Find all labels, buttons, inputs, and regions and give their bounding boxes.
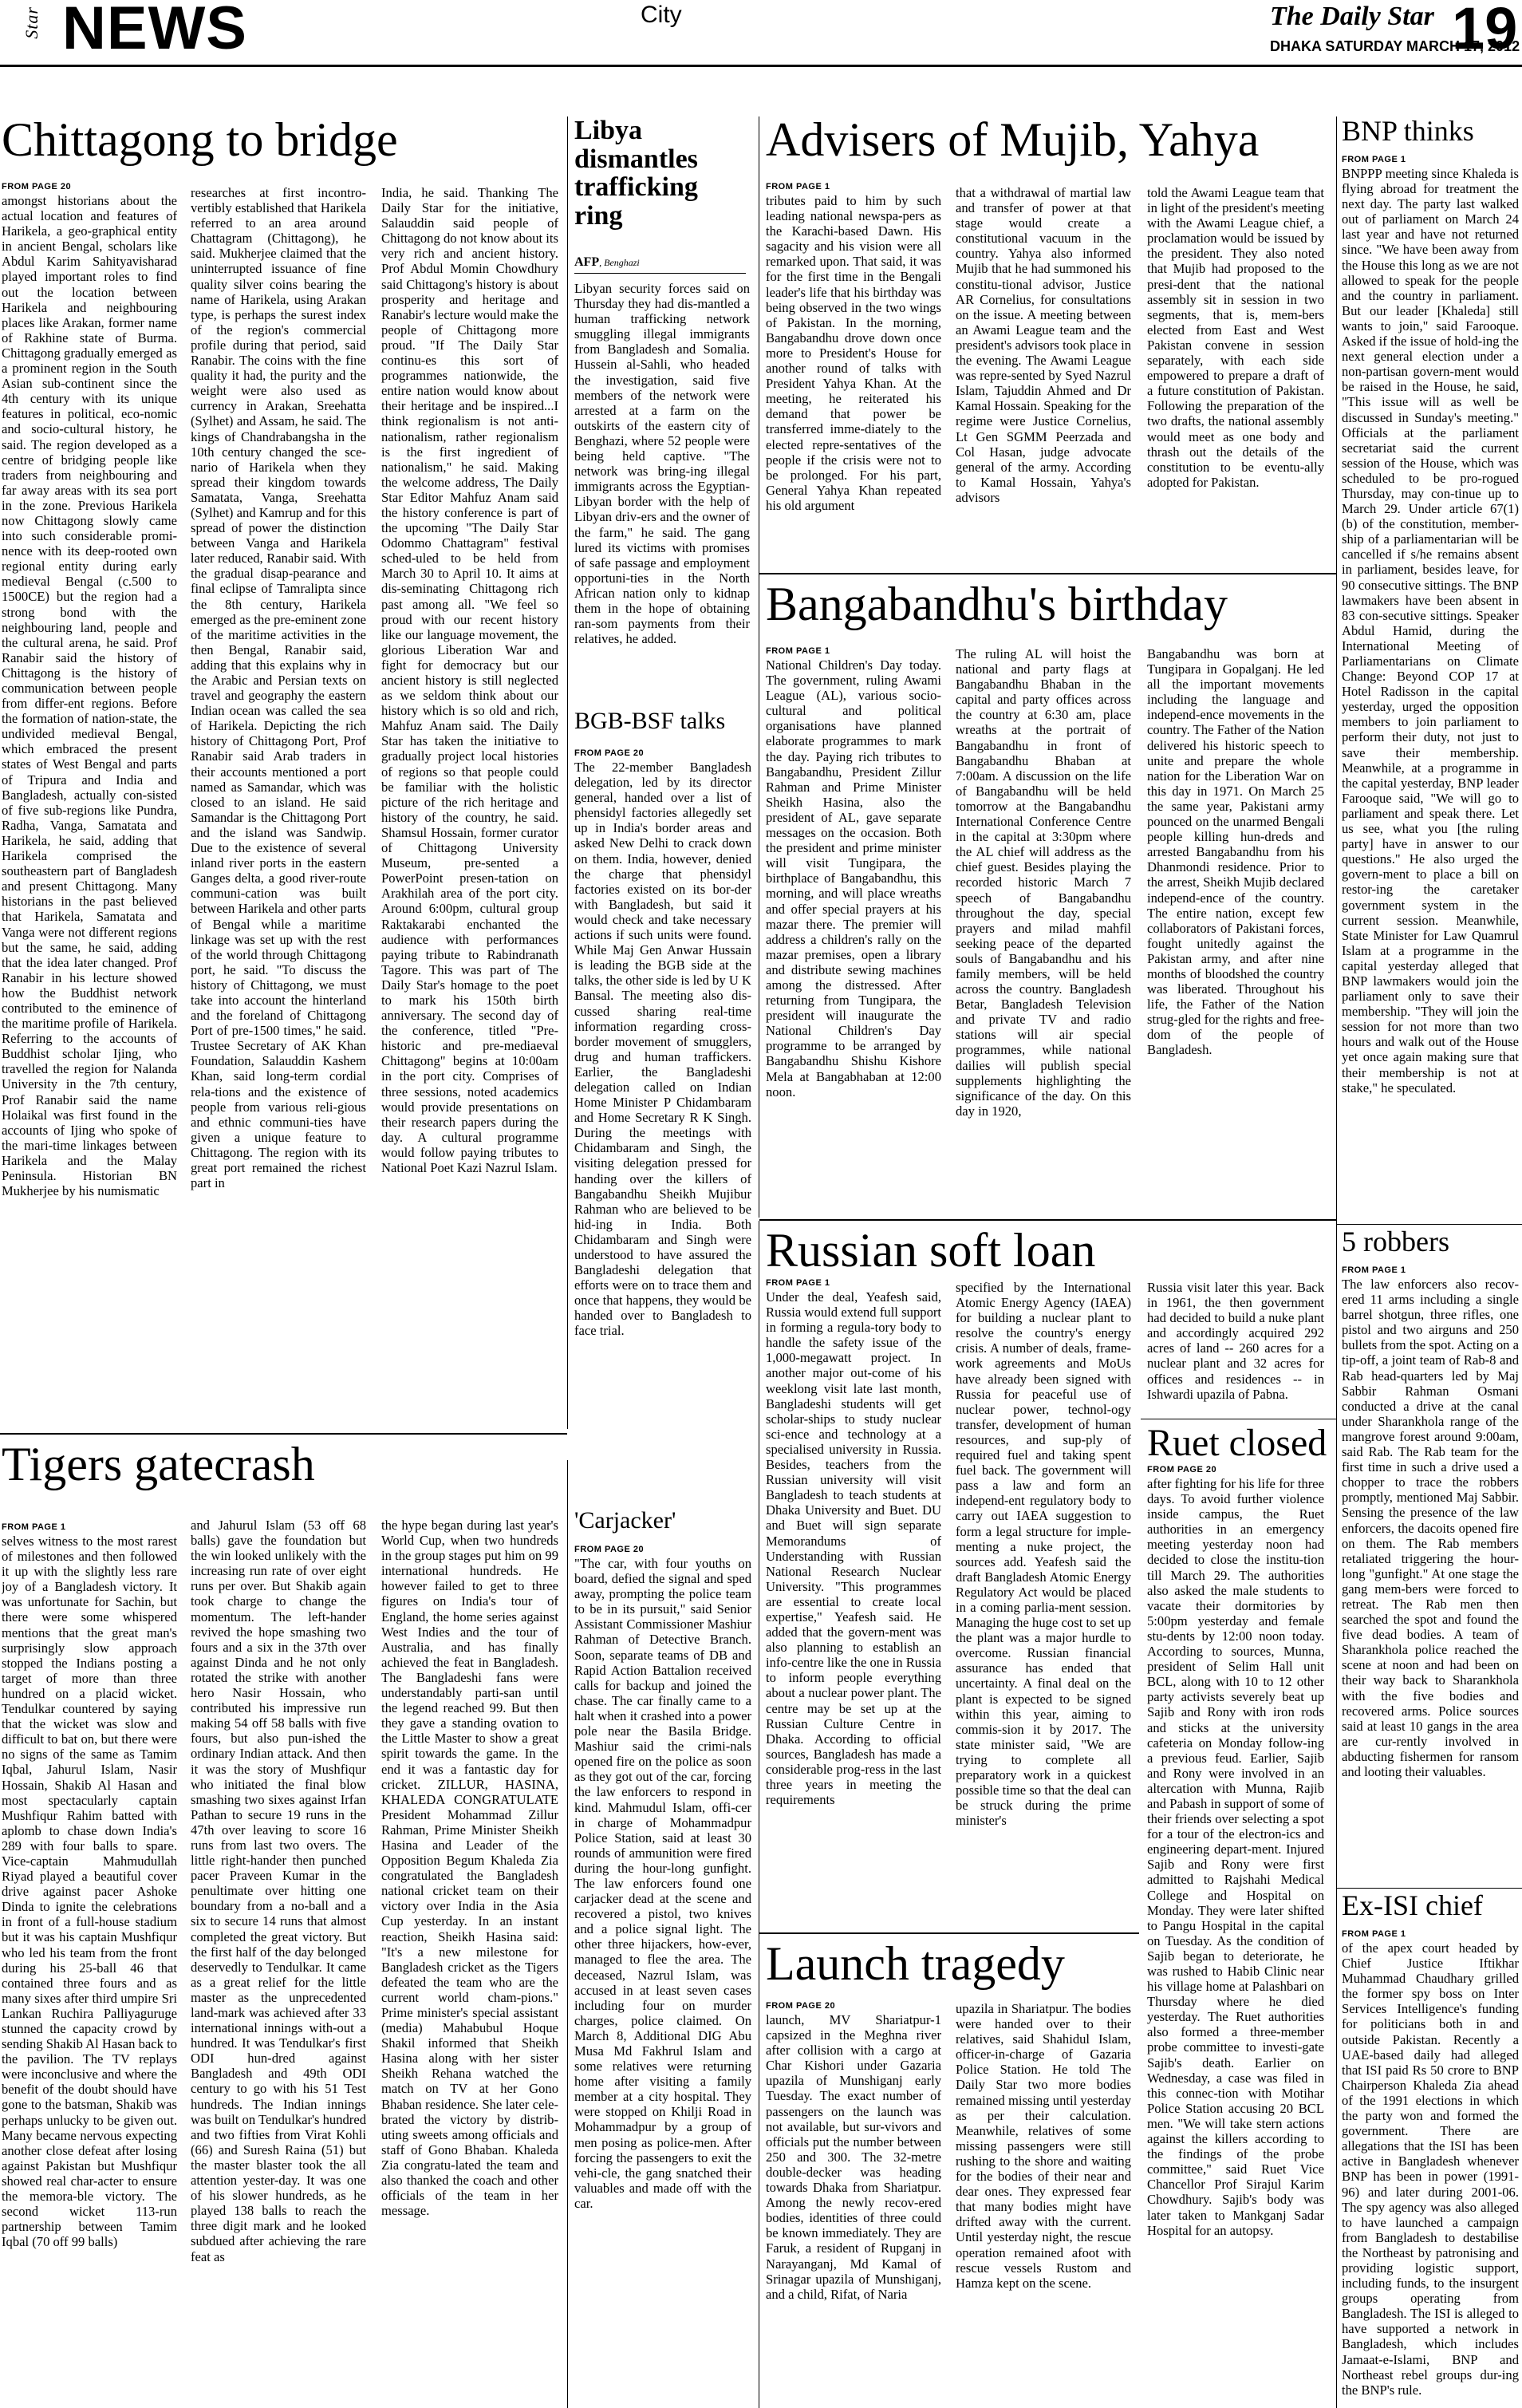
article-libya-body	[574, 281, 750, 701]
article-text: tributes paid to him by such leading national newspa-pers as the Karachi-based Dawn. His sagacity and his vision were all remarked upon. That said, it was for the first time in the Bengali leader's life that his birthday was being observed in the two wings of Pakistan. In the morning, Bangabandhu drove down once more to President's House for another round of talks with President Yahya Khan. At the meeting, he reiterated his demand that power be transferred imme-diately to the elected repre-sentatives of the people if the crisis were not to be prolonged. For his part, General Yahya Khan repeated his old argument	[766, 193, 941, 513]
paper-name: The Daily Star	[1270, 2, 1434, 31]
kicker-bgb: FROM PAGE 20	[574, 748, 645, 758]
kicker-launch: FROM PAGE 20	[766, 2001, 836, 2011]
article-text: and Jahurul Islam (53 off 68 balls) gave the foundation but the win looked unlikely with the increasing run rate of over eight runs per over. But Shakib again took charge to change the momentum. The left-hander revived the hope smashing two fours and a six in the 37th over against Dinda and he not only rotated the strike with another hero Nasir Hossain, who contributed his impressive run making 54 off 58 balls with five fours, but also pun-ished the ordinary Indian attack. And then it was the story of Mushfiqur who initiated the final blow smashing two sixes against Irfan Pathan to secure 19 runs in the 47th over leaving to score 16 runs from last two overs. The little right-hander then punched pacer Praveen Kumar in the penultimate over hitting one boundary from a no-ball and a six to secure 14 runs that almost completed the great victory. But the first half of the day belonged deservedly to Tendulkar. It came as a great relief for the little master as the unprecedented land-mark was achieved after 33 international innings with-out a hundred. It was Tendulkar's first ODI hun-dred against Bangladesh and 49th ODI century to go with his 51 Test hundreds. The Indian innings was built on Tendulkar's hundred and two fifties from Virat Kohli (66) and Suresh Raina (51) but the master blaster took the all attention yester-day. It was one of his slower hundreds, as he played 138 balls to reach the three digit mark and he looked subdued after achieving the rare feat as	[191, 1518, 366, 2264]
article-text: launch, MV Shariatpur-1 capsized in the Meghna river after collision with a cargo at Char Kishori under Gazaria upazila of Munshiganj early Tuesday. The exact number of passengers on the launch was not available, but sur-vivors and officials put the number between 250 and 300. The 32-metre double-decker was heading towards Dhaka from Shariatpur. Among the newly recov-ered bodies, identities of three could be known immediately. They are Faruk, a resident of Rupganj in Narayanganj, Md Kamal of Srinagar upazila of Munshiganj, and a child, Rifat, of Naria	[766, 2012, 941, 2302]
divider-rule	[759, 1932, 1139, 1934]
article-chittagong-col2	[191, 185, 366, 1427]
article-text: The law enforcers also recov-ered 11 arms including a single barrel shotgun, three rifles, one pistol and two airguns and 250 bullets from the spot. Acting on a tip-off, a joint team of Rab-8 and Rab head-quarters led by Maj Sabbir Rahman Osmani conducted a drive at the canal under Sharankhola range of the mangrove forest around 9:00am, said Rab. The Rab team for the first time in such a drive used a chopper to trace the robbers promptly, mentioned Maj Sabbir. Sensing the presence of the law enforcers, the dacoits opened fire on them. The Rab members retaliated triggering the hour-long "gunfight." At one stage the gang mem-bers were forced to retreat. The Rab men then searched the spot and found the five dead bodies. A team of Sharankhola police reached the scene at noon and had been on their way back to Sharankhola with the five bodies and recovered arms. Police sources said at least 10 gangs in the area are cur-rently involved in abducting fishermen for ransom and looting their valuables.	[1342, 1277, 1519, 1779]
article-advisers-col2	[956, 185, 1131, 568]
logo-star-label: Star	[22, 6, 41, 39]
article-text: that a withdrawal of martial law and transfer of power at that stage would create a constitutional vacuum in the country. Yahya also informed Mujib that he had summoned his constitu-tional advisor, Justice AR Cornelius, for consultations on the issue. A meeting between an Awami League team and the president's advisors took place in the evening. The Awami League was repre-sented by Syed Nazrul Islam, Tajuddin Ahmed and Dr Kamal Hossain. Speaking for the regime were Justice Cornelius, Lt Gen SGMM Peerzada and Col Hasan, judge advocate general of the army. According to Kamal Hossain, Yahya's advisors	[956, 185, 1131, 505]
divider-rule	[1337, 1888, 1522, 1889]
headline-russian: Russian soft loan	[766, 1224, 1096, 1277]
article-text: Libyan security forces said on Thursday they had dis-mantled a human trafficking network smuggling illegal immigrants from Bangladesh and Somalia. Hussein al-Sahli, who headed the investigation, said five members of the network were arrested at a farm on the outskirts of the eastern city of Benghazi, where 52 people were being held captive. "The network was bring-ing illegal immigrants across the Egyptian-Libyan border with the help of Libyan driv-ers and the owner of the farm," he said. The gang lured its victims with promises of safe passage and employment opportuni-ties in the North African nation only to kidnap them in the hope of obtaining ran-som payments from their relatives, he added.	[574, 281, 750, 647]
article-russian-col3	[1147, 1280, 1324, 1415]
section-name: City	[641, 2, 682, 28]
article-advisers-col1	[766, 193, 941, 568]
kicker-bnp: FROM PAGE 1	[1342, 155, 1406, 164]
headline-tigers: Tigers gatecrash	[2, 1438, 315, 1490]
kicker-robbers: FROM PAGE 1	[1342, 1265, 1406, 1275]
headline-robbers: 5 robbers	[1342, 1226, 1449, 1257]
article-text: amongst historians about the actual location and features of Harikela, a geo-graphical entity in ancient Bengal, scholars like Abdul Karim Sahityavisharad played important roles to find out the location between Harikela and neighbouring places like Arakan, former name of Rakhine state of Burma. Chittagong gradually emerged as a prominent region in the South Asian sub-continent since the 4th century with its unique features in political, eco-nomic and socio-cultural history, he said. The region developed as a centre of bridging people like traders from neighbouring and far away areas with its sea port in the zone. Previous Harikela now Chittagong slowly came into such considerable promi-nence with its deep-rooted own regional entity during early medieval Bengal (c.500 to 1500CE) but the region had a strong bond with the neighbouring land, people and the cultural arena, he said. Prof Ranabir said the history of Chittagong is the history of communication between people from differ-ent regions. Before the formation of nation-state, the undivided medieval Bengal, which embraced the present states of West Bengal and parts of Tripura and India and Bangladesh, actually con-sisted of five sub-regions like Pundra, Radha, Vanga, Samatata and Harikela, he said, adding that Harikela comprised the southeastern part of Bangladesh and present Chittagong. Many historians in the past believed that Harikela, Samatata and Vanga were not different regions but the same, he said, adding that the idea later changed. Prof Ranabir in his lecture showed how the Buddhist network contributed to the eminence of the maritime profile of Harikela. Referring to the accounts of Buddhist scholar Ijing, who travelled the region for Nalanda University in the 7th century, Prof Ranabir said the name Holaikal was first found in the accounts of Ijing who spoke of the mari-time linkages between Harikela and the Malay Peninsula. Historian BN Mukherjee by his numismatic	[2, 193, 177, 1199]
article-russian-col1	[766, 1289, 941, 1928]
divider-rule	[759, 573, 1336, 574]
headline-birthday: Bangabandhu's birthday	[766, 578, 1228, 630]
kicker-tigers: FROM PAGE 1	[2, 1522, 66, 1532]
column-divider	[567, 1460, 568, 2408]
divider-rule	[759, 1219, 1336, 1221]
headline-chittagong: Chittagong to bridge	[2, 113, 398, 166]
article-text: Russia visit later this year. Back in 1961, the then government had decided to build a nuke plant and accordingly acquired 292 acres of land -- 260 acres for a nuclear plant and 32 acres for offices and residences -- in Ishwardi upazila of Pabna.	[1147, 1280, 1324, 1402]
article-text: India, he said. Thanking The Daily Star for the initiative, Salauddin said people of Chittagong do not know about its very rich and ancient history. Prof Abdul Momin Chowdhury said Chittagong's history is about prosperity and heritage and Ranabir's lecture would make the people of Chittagong more proud. "If The Daily Star continu-es this sort of programmes nationwide, the entire nation would know about their heritage and be inspired...I think regionalism is not anti-nationalism, rather regionalism is the first ingredient of nationalism," he said. Making the welcome address, The Daily Star Editor Mahfuz Anam said the history conference is part of the upcoming "The Daily Star Odommo Chattagram" festival sched-uled to be held from March 30 to April 10. It aims at dis-seminating Chittagong rich past among all. "We feel so proud with our recent history like our language movement, the glorious Liberation War and fight for democracy but our ancient history is still neglected as we seldom think about our history which is so old and rich, Mahfuz Anam said. The Daily Star has taken the initiative to gradually project local histories of regions so that people could be familiar with the holistic picture of the rich heritage and history of the country, he said. Shamsul Hossain, former curator of Chittagong University Museum, pre-sented a PowerPoint presen-tation on Arakhilah area of the port city. Around 6:00pm, cultural group Raktakarabi enchanted the audience with performances paying tribute to Rabindranath Tagore. This was part of The Daily Star's homage to the poet to mark his 150th birth anniversary. The second day of the conference, titled "Pre-historic and pre-mediaeval Chittagong" begins at 10:00am in the port city. Comprises of three sessions, noted academics would provide presentations on their research papers during the day. A cultural programme would follow paying tributes to National Poet Kazi Nazrul Islam.	[381, 185, 558, 1175]
kicker-advisers: FROM PAGE 1	[766, 182, 830, 191]
article-text: researches at first incontro-vertibly established that Harikela referred to an area around Chattagram (Chittagong), he said. Mukherjee claimed that the uninterrupted issuance of fine quality silver coins bearing the name of Harikela, using Arakan type, is perhaps the surest index of the region's commercial profile during that period, said Ranabir. The coins with the fine quality it had, the purity and the weight were also used as currency in Arakan, Sreehatta (Sylhet) and Assam, he said. The kings of Chandrabangsha in the 10th century changed the sce-nario of Harikela when they spread their kingdom towards Samatata, Vanga, Sreehatta (Sylhet) and Kamrup and for this spread of power the distinction between Vanga and Harikela later reduced, Ranabir said. With the gradual disap-pearance and final eclipse of Tamralipta since the 8th century, Harikela emerged as the pre-eminent zone of the maritime activities in the then Bengal, Ranabir said, adding that this explains why in the Arabic and Persian texts on travel and geography the eastern Indian ocean was called the sea of Harikela. Depicting the rich history of Chittagong Port, Prof Ranabir said Arab traders in their accounts mentioned a port named as Samandar, which was closed to an island. He said Samandar is the Chittagong Port and the island was Sandwip. Due to the existence of several inland river ports in the eastern Ganges delta, a good river-route communi-cation was built between Harikela and other parts of Bengal while a maritime linkage was set up with the rest of the world through Chittagong port, he said. "To discuss the history of Chittagong, we must take into account the hinterland and the foreland of Chittagong Port of pre-1500 times," he said. Trustee Secretary of AK Khan Foundation, Salauddin Kashem Khan, said long-term cordial rela-tions and the existence of people from various reli-gious and ethnic communi-ties have given a unique feature to Chittagong. The region with its great port remained the richest part in	[191, 185, 366, 1191]
section-logo	[3, 0, 247, 62]
dateline: DHAKA SATURDAY MARCH 17, 2012	[1270, 38, 1520, 54]
headline-carjacker: 'Carjacker'	[574, 1507, 676, 1534]
article-text: Bangabandhu was born at Tungipara in Gopalganj. He led all the important movements including the language and independ-ence movements in the country. The Father of the Nation delivered his historic speech to unite and prepare the whole nation for the Liberation War on this day in 1971. On March 25 the same year, Pakistani army pounced on the unarmed Bengali people killing hun-dreds and arrested Bangabandhu from his Dhanmondi residence. Prior to the arrest, Sheikh Mujib declared independ-ence of the country. The entire nation, except few collaborators of Pakistani forces, fought unitedly against the Pakistan army, and after nine months of bloodshed the country was liberated. Throughout his life, the Father of the Nation strug-gled for the rights and free-dom of the people of Bangladesh.	[1147, 646, 1324, 1058]
headline-bnp: BNP thinks	[1342, 115, 1474, 147]
article-text: after fighting for his life for three days. To avoid further violence inside campus, the Ruet authorities in an emergency meeting yesterday noon had decided to close the institu-tion till March 29. The authorities also asked the male students to vacate their dormitories by 5:00pm yesterday and female stu-dents by 12:00 noon today. According to sources, Munna, president of Selim Hall unit BCL, along with 10 to 12 other party activists severely beat up Sajib and Rony with iron rods and sticks at the university cafeteria on Monday follow-ing a previous feud. Earlier, Sajib and Rony were involved in an altercation with Munna, Rajib and Pabash in support of some of their friends over selecting a spot for a tour of the electron-ics and engineering depart-ment. Injured Sajib and Rony were first admitted to Rajshahi Medical College and Hospital on Monday. They were later shifted to Pangu Hospital in the capital on Tuesday. As the condition of Sajib began to deteriorate, he was rushed to Habib Clinic near his village home at Palashbari on Thursday where he died yesterday. The Ruet authorities also formed a three-member probe committee to investi-gate Sajib's death. Earlier on Wednesday, a case was filed in this connec-tion with Motihar Police Station accusing 20 BCL men. "We will take stern actions against the killers according to the findings of the probe committee," said Ruet Vice Chancellor Prof Sirajul Karim Chowdhury. Sajib's body was later taken to Mankganj Sadar Hospital for an autopsy.	[1147, 1476, 1324, 2238]
kicker-russian: FROM PAGE 1	[766, 1278, 830, 1288]
divider-rule	[574, 273, 746, 274]
article-text: The 22-member Bangladesh delegation, led by its director general, handed over a list of phensidyl factories allegedly set up in India's border areas and asked New Delhi to crack down on them. India, however, denied the charge that phensidyl factories existed on its bor-der with Bangladesh, but said it would check and take necessary actions if such units were found. While Maj Gen Anwar Hussain is leading the BGB side at the talks, the other side is led by U K Bansal. The meeting also dis-cussed sharing real-time information regarding cross-border movement of smugglers, drug and human traffickers. Earlier, the Bangladeshi delegation called on Indian Home Minister P Chidambaram and Home Secretary R K Singh. During the meetings with Chidambaram and Singh, the visiting delegation pressed for handing over the killers of Bangabandhu Sheikh Mujibur Rahman who are believed to be hid-ing in India. Both Chidambaram and Singh were understood to have assured the Bangladeshi delegation that efforts were on to trace them and once that happens, they would be handed over to Bangladesh to face trial.	[574, 760, 751, 1339]
headline-advisers: Advisers of Mujib, Yahya	[766, 113, 1260, 166]
article-text: Under the deal, Yeafesh said, Russia would extend full support in forming a regula-tory body to handle the safety issue of the 1,000-megawatt project. In another major out-come of his weeklong visit late last month, Bangladeshi students will get scholar-ships to study nuclear sci-ence and technology at a specialised university in Russia. Besides, teachers from the Russian university will visit Bangladesh to teach students at Dhaka University and Buet. DU and Buet will sign separate Memorandums of Understanding with Russian National Research Nuclear University. "This programmes are essential to create local expertise," Yeafesh said. He added that the govern-ment was also planning to establish an info-centre like the one in Russia to inform people everything about a nuclear power plant. The centre may be set up at the Russian Culture Centre in Dhaka. According to official sources, Bangladesh has made a considerable prog-ress in the last three years in meeting the requirements	[766, 1289, 941, 1808]
kicker-birthday: FROM PAGE 1	[766, 646, 830, 656]
byline-libya	[574, 255, 640, 270]
article-birthday-col1	[766, 657, 941, 1216]
masthead	[0, 0, 1522, 67]
article-carjacker-body	[574, 1556, 751, 2408]
kicker-chittagong: FROM PAGE 20	[2, 182, 72, 191]
article-text: The ruling AL will hoist the national and party flags at Bangabandhu Bhaban in the capital and party offices across the country at 6:30 am, place wreaths at the portrait of Bangabandhu in front of Bangabandhu Bhaban at 7:00am. A discussion on the life of Bangabandhu will be held tomorrow at the Bangabandhu International Conference Centre in the capital at 3:30pm where the AL chief will address as the chief guest. Besides playing the recorded historic March 7 speech of Bangabandhu throughout the day, special prayers and milad mahfil seeking peace of the departed souls of Bangabandhu and his family members, will be held across the country. Bangladesh Betar, Bangladesh Television and private TV and radio stations will air special programmes, while national dailies will publish special supplements highlighting the significance of the day. On this day in 1920,	[956, 646, 1131, 1119]
article-chittagong-col1	[2, 193, 177, 1427]
article-chittagong-col3	[381, 185, 558, 1427]
article-launch-col2	[956, 2001, 1131, 2408]
article-ruet-body	[1147, 1476, 1324, 2408]
headline-bgb: BGB-BSF talks	[574, 708, 726, 734]
byline-place: , Benghazi	[599, 257, 640, 268]
article-advisers-col3	[1147, 185, 1324, 568]
article-birthday-col2	[956, 646, 1131, 1216]
article-text: told the Awami League team that in light of the president's meeting with the Awami League chief, a proclamation would be issued by the president. They also noted that Mujib had proposed to the presi-dent that the national assembly sit in session in two segments, that is, mem-bers elected from East and West Pakistan convene in session separately, with each side empowered to prepare a draft of a future constitution of Pakistan. Following the preparation of the two drafts, the national assembly would meet as one body and thrash out the details of the constitution to be eventu-ally adopted for Pakistan.	[1147, 185, 1324, 490]
column-divider	[1336, 116, 1337, 2408]
article-text: upazila in Shariatpur. The bodies were handed over to their relatives, said Shahidul Islam, officer-in-charge of Gazaria Police Station. He told The Daily Star two more bodies remained missing until yesterday as per their calculation. Meanwhile, relatives of some missing passengers were still rushing to the shore and waiting for the bodies of their near and dear ones. They expressed fear that many bodies might have drifted away with the current. Until yesterday night, the rescue operation remained afoot with rescue vessels Rustom and Hamza kept on the scene.	[956, 2001, 1131, 2291]
divider-rule	[1337, 1224, 1522, 1225]
article-tigers-col1	[2, 1534, 177, 2408]
byline-agency: AFP	[574, 255, 600, 269]
article-birthday-col3	[1147, 646, 1324, 1216]
article-text: National Children's Day today. The government, ruling Awami League (AL), various socio-cultural and political organisations have planned elaborate programmes to mark the day. Paying rich tributes to Bangabandhu, President Zillur Rahman and Prime Minister Sheikh Hasina, also the president of AL, gave separate messages on the occasion. Both the president and prime minister will visit Tungipara, the birthplace of Bangabandhu, this morning, and will place wreaths and offer special prayers at his mazar there. The premier will address a children's rally on the mazar premises, open a library and distribute sewing machines among the distressed. After returning from Tungipara, the president will inaugurate the National Children's Day programme to be arranged by Bangabandhu Shishu Kishore Mela at Bangabhaban at 12:00 noon.	[766, 657, 941, 1099]
logo-news-label: NEWS	[62, 0, 247, 62]
article-text: specified by the International Atomic Energy Agency (IAEA) for building a nuclear plant to resolve the country's energy crisis. A number of deals, frame-work agreements and MoUs have already been signed with Russia for peaceful use of nuclear power, technol-ogy transfer, development of human resources, and sup-ply of required fuel and taking spent fuel back. The government will pass a law and form an independ-ent regulatory body to carry out IAEA suggestion to form a legal structure for imple-menting a nuke project, the sources add. Yeafesh said the draft Bangladesh Atomic Energy Regulatory Act would be placed in a coming parlia-ment session. Managing the huge cost to set up the plant was a major hurdle to overcome. Russian financial assurance has ended that uncertainty. A final deal on the plant is expected to be signed within this year, aiming to commis-sion it by 2017. The state minister said, "We are trying to complete all preparatory work in a quickest possible time so that the deal can be struck during the prime minister's	[956, 1280, 1131, 1829]
article-launch-col1	[766, 2012, 941, 2408]
divider-rule	[0, 1433, 567, 1435]
article-text: selves witness to the most rarest of milestones and then followed it up with the slightly less rare joy of a Bangladesh victory. It was unfortunate for Sachin, but there were some whispered mentions that the great man's surprisingly slow approach stopped the Indians posting a target of more than three hundred on a placid wicket. Tendulkar countered by saying that the wicket was slow and difficult to bat on, but there were no signs of the same as Tamim Iqbal, Jahurul Islam, Nasir Hossain, Shakib Al Hasan and most spectacularly captain Mushfiqur Rahim batted with aplomb to chase down India's 289 with four balls to spare. Vice-captain Mahmudullah Riyad played a beautiful cover drive against pacer Ashoke Dinda to ignite the celebrations in front of a full-house stadium but it was his captain Mushfiqur who led his team from the front during his 25-ball 46 that contained three fours and as many sixes after third umpire Sri Lankan Ruchira Palliyaguruge stunned the capacity crowd by sending Shakib Al Hasan back to the pavilion. The TV replays were inconclusive and where the benefit of the doubt should have gone to the batsman, Shakib was perhaps unlucky to be given out. Many became nervous expecting another close defeat after losing against Pakistan but Mushfiqur showed real char-acter to ensure the memora-ble victory. The second wicket 113-run partnership between Tamim Iqbal (70 off 99 balls)	[2, 1534, 177, 2250]
article-tigers-col2	[191, 1518, 366, 2408]
article-russian-col2	[956, 1280, 1131, 1928]
article-text: of the apex court headed by Chief Justice Iftikhar Muhammad Chaudhary grilled the former spy boss on Inter Services Intelligence's funding for politicians both in and outside Pakistan. Recently a UAE-based daily had alleged that ISI paid Rs 50 crore to BNP Chairperson Khaleda Zia ahead of the 1991 elections in which the party won and formed the government. There are allegations that the ISI has been active in Bangladesh whenever BNP has been in power (1991-96) and later during 2001-06. The spy agency was also alleged to have launched a campaign from Bangladesh to destabilise the Northeast by patronising and providing logistic support, including funds, to the insurgent groups operating from Bangladesh. The ISI is alleged to have supported a network in Bangladesh, which includes Jamaat-e-Islami, BNP and Northeast rebel groups dur-ing the BNP's rule.	[1342, 1940, 1519, 2398]
column-divider	[567, 116, 568, 1429]
headline-libya: Libya dismantles trafficking ring	[574, 116, 698, 231]
headline-exisi: Ex-ISI chief	[1342, 1889, 1483, 1921]
headline-launch: Launch tragedy	[766, 1937, 1065, 1990]
article-robbers-body	[1342, 1277, 1519, 1885]
kicker-ruet: FROM PAGE 20	[1147, 1465, 1217, 1474]
article-bgb-body	[574, 760, 751, 1497]
article-bnp-body	[1342, 166, 1519, 1221]
page-number: 19	[1452, 0, 1518, 61]
kicker-carjacker: FROM PAGE 20	[574, 1545, 645, 1554]
article-text: BNPPP meeting since Khaleda is flying abroad for treatment the next day. The party last walked out of parliament on March 24 last year and have not returned since. "We have been away from the House this long as we are not allowed to speak for the people and the country in parliament. But our leader [Khaleda] still wants to join," said Farooque. Asked if the issue of hold-ing the next general election under a non-partisan govern-ment would be raised in the House, he said, "This issue will as well be discussed in Sunday's meeting." Officials at the parliament secretariat said the current session of the House, which was scheduled to be pro-rogued Thursday, may con-tinue up to March 29. Under article 67(1) (b) of the constitution, member-ship of a parliamentarian will be cancelled if s/he remains absent in parliament, besides leave, for 90 consecutive sittings. The BNP lawmakers have been absent in 83 con-secutive sittings. Speaker Abdul Hamid, during the International Meeting of Parliamentarians on Climate Change: Beyond COP 17 at Hotel Radisson in the capital yesterday, urged the opposition members to join parliament to perform their duty, not just to save their membership. Meanwhile, at a programme in the capital yesterday, BNP leader Farooque said, "We will go to parliament and speak there. Let us see, what you [the ruling party] have in answer to our questions." He also urged the govern-ment to place a bill on restor-ing the caretaker government system in the current session. Meanwhile, State Minister for Law Quamrul Islam at a programme in the capital yesterday alleged that BNP lawmakers would join the parliament only to save their membership. "They will join the session for not more than two hours and walk out of the House yet once again making sure that their membership is not at stake," he speculated.	[1342, 166, 1519, 1095]
kicker-exisi: FROM PAGE 1	[1342, 1929, 1406, 1939]
article-tigers-col3	[381, 1518, 558, 2408]
article-text: the hype began during last year's World Cup, when two hundreds in the group stages put him on 99 international hundreds. He however failed to get to three figures on India's tour of England, the home series against West Indies and the tour of Australia, and has finally achieved the feat in Bangladesh. The Bangladeshi fans were understandably parti-san until the legend reached 99. But then they gave a standing ovation to the Little Master to show a great spirit towards the game. In the end it was a fantastic day for cricket. ZILLUR, HASINA, KHALEDA CONGRATULATE President Mohammad Zillur Rahman, Prime Minister Sheikh Hasina and Leader of the Opposition Begum Khaleda Zia congratulated the Bangladesh national cricket team on their victory over India in the Asia Cup yesterday. In an instant reaction, Sheikh Hasina said: "It's a new milestone for Bangladesh cricket as the Tigers defeated the team who are the current world cham-pions." Prime minister's special assistant (media) Mahabubul Hoque Shakil informed that Sheikh Hasina along with her sister Sheikh Rehana watched the match on TV at her Gono Bhaban residence. She later cele-brated the victory by distrib-uting sweets among officials and staff of Gono Bhaban. Khaleda Zia congratu-lated the team and also thanked the coach and other officials of the team in her message.	[381, 1518, 558, 2219]
headline-ruet: Ruet closed	[1147, 1422, 1327, 1464]
article-text: "The car, with four youths on board, defied the signal and sped away, prompting the police team to be in its pursuit," said Senior Assistant Commissioner Mashiur Rahman of Detective Branch. Soon, separate teams of DB and Rapid Action Battalion received calls for backup and joined the chase. The car finally came to a halt when it crashed into a power pole near the Basila Bridge. Mashiur said the crimi-nals opened fire on the police as soon as they got out of the car, forcing the law enforcers to respond in kind. Mahmudul Islam, offi-cer in charge of Mohammadpur Police Station, said at least 30 rounds of ammunition were fired during the hour-long gunfight. The law enforcers found one carjacker dead at the scene and recovered a pistol, two knives and a police signal light. The other three hijackers, how-ever, managed to flee the area. The deceased, Nazrul Islam, was accused in at least seven cases including four on murder charges, police claimed. On March 8, Additional DIG Abu Musa Md Fakhrul Islam and some relatives were returning home after visiting a family member at a city hospital. They were stopped on Khilji Road in Mohammadpur by a group of men posing as police-men. After forcing the passengers to exit the vehi-cle, the gang snatched their valuables and made off with the car.	[574, 1556, 751, 2211]
article-exisi-body	[1342, 1940, 1519, 2408]
